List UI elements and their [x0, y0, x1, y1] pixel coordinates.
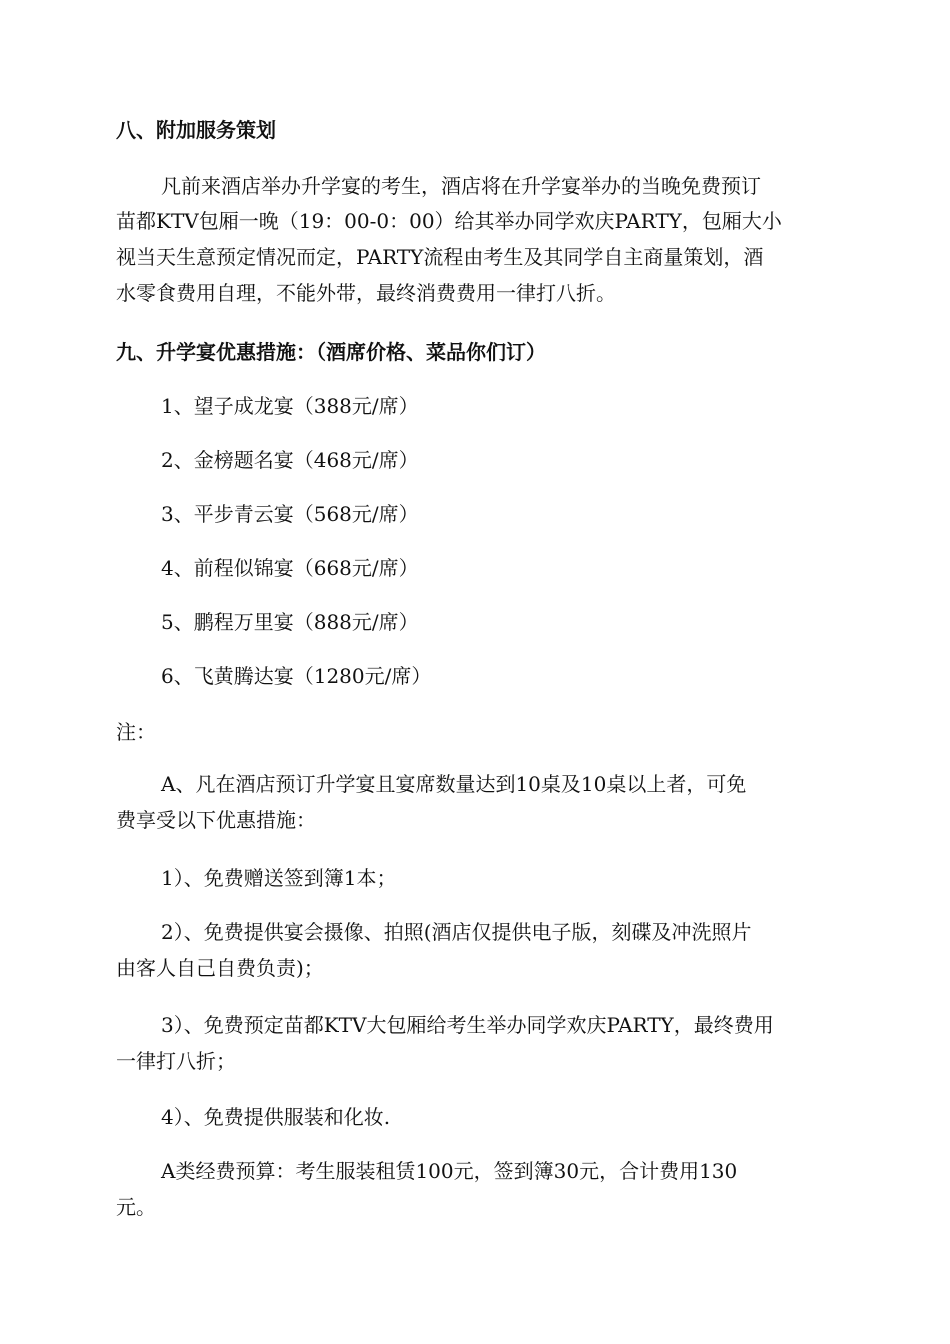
- benefit-2-line: 由客人自己自费负责)；: [116, 956, 324, 980]
- budget-line: 元。: [116, 1195, 156, 1219]
- note-label: 注：: [116, 720, 156, 744]
- section-8-paragraph-line: 凡前来酒店举办升学宴的考生，酒店将在升学宴举办的当晚免费预订: [161, 174, 761, 198]
- budget-line: A类经费预算：考生服装租赁100元，签到簿30元，合计费用130: [161, 1159, 738, 1183]
- benefit-1: 1）、免费赠送签到簿1本；: [161, 866, 397, 890]
- banquet-item: 1、望子成龙宴（388元/席）: [161, 394, 419, 418]
- note-a-line: 费享受以下优惠措施：: [116, 808, 316, 832]
- banquet-item: 6、飞黄腾达宴（1280元/席）: [161, 664, 432, 688]
- banquet-item: 3、平步青云宴（568元/席）: [161, 502, 419, 526]
- benefit-2-line: 2）、免费提供宴会摄像、拍照(酒店仅提供电子版，刻碟及冲洗照片: [161, 920, 752, 944]
- benefit-4: 4）、免费提供服装和化妆.: [161, 1105, 391, 1129]
- section-8-paragraph-line: 视当天生意预定情况而定，PARTY流程由考生及其同学自主商量策划，酒: [116, 245, 764, 269]
- banquet-item: 2、金榜题名宴（468元/席）: [161, 448, 419, 472]
- section-8-paragraph-line: 苗都KTV包厢一晚（19：00-0：00）给其举办同学欢庆PARTY，包厢大小: [116, 209, 782, 233]
- section-8-paragraph-line: 水零食费用自理，不能外带，最终消费费用一律打八折。: [116, 281, 616, 305]
- benefit-3-line: 3）、免费预定苗都KTV大包厢给考生举办同学欢庆PARTY，最终费用: [161, 1013, 774, 1037]
- banquet-item: 5、鹏程万里宴（888元/席）: [161, 610, 419, 634]
- section-8-heading: 八、附加服务策划: [116, 118, 276, 142]
- benefit-3-line: 一律打八折；: [116, 1049, 236, 1073]
- note-a-line: A、凡在酒店预订升学宴且宴席数量达到10桌及10桌以上者，可免: [161, 772, 747, 796]
- section-9-heading: 九、升学宴优惠措施：（酒席价格、菜品你们订）: [116, 340, 546, 364]
- banquet-item: 4、前程似锦宴（668元/席）: [161, 556, 419, 580]
